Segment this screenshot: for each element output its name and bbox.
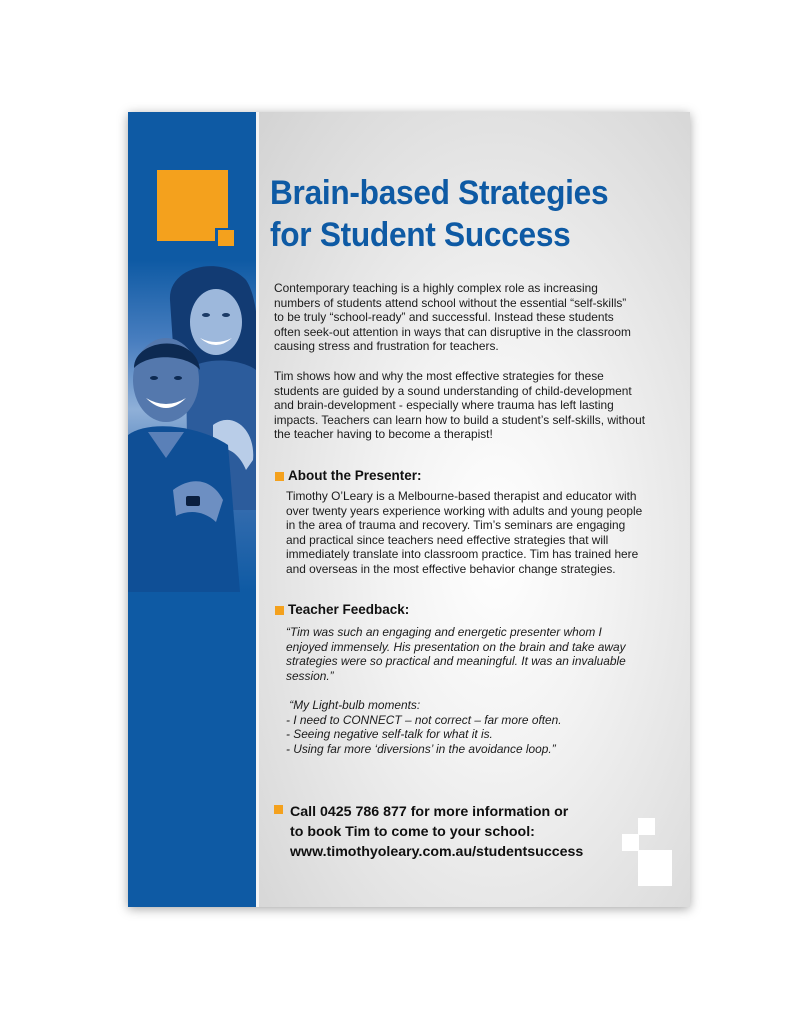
deco-square-2	[622, 834, 639, 851]
intro-p1-line: causing stress and frustration for teachers.	[274, 339, 499, 354]
quote-line: - I need to CONNECT – not correct – far more often.	[286, 712, 562, 727]
about-line: in the area of trauma and recovery. Tim’s seminars are engaging	[286, 518, 626, 533]
intro-p2-line: students are guided by a sound understanding of child-development	[274, 383, 632, 398]
students-photo-illustration	[128, 260, 256, 592]
quote-line: - Using far more ‘diversions’ in the avoidance loop.”	[286, 741, 556, 756]
feedback-bullet-icon	[275, 606, 284, 615]
flyer	[128, 112, 690, 907]
about-line: Timothy O’Leary is a Melbourne-based therapist and educator with	[286, 489, 637, 503]
logo-square-small	[218, 230, 234, 246]
intro-p1-line: to be truly “school-ready” and successful. Instead these students	[274, 310, 614, 325]
quote-line: - Seeing negative self-talk for what it is.	[286, 727, 493, 742]
about-line: over twenty years experience working with adults and young people	[286, 503, 643, 518]
intro-paragraph-1	[274, 281, 679, 354]
call-to-action	[290, 802, 650, 862]
about-line: immediately translate into classroom practice. Tim has trained here	[286, 547, 639, 562]
quote-line: “My Light-bulb moments:	[286, 698, 421, 712]
deco-square-1	[638, 818, 655, 835]
about-paragraph	[286, 489, 681, 577]
quote-line: strategies were so practical and meaningful. It was an invaluable	[286, 654, 626, 669]
intro-p2-line: Tim shows how and why the most effective strategies for these	[274, 369, 604, 383]
about-line: and overseas in the most effective behavior change strategies.	[286, 561, 616, 576]
quote-line: “Tim was such an engaging and energetic presenter whom I	[286, 625, 602, 639]
students-photo	[128, 260, 256, 592]
cta-text-line: to book Tim to come to your school:	[290, 824, 535, 840]
feedback-heading: Teacher Feedback:	[288, 602, 410, 617]
feedback-quote-2	[286, 698, 681, 756]
quote-line: session.”	[286, 668, 334, 683]
intro-p1-line: Contemporary teaching is a highly complex role as increasing	[274, 281, 598, 295]
deco-square-3	[638, 850, 672, 886]
cta-phone-line[interactable]: Call 0425 786 877 for more information or	[290, 804, 569, 820]
about-heading: About the Presenter:	[288, 468, 422, 483]
intro-paragraph-2	[274, 369, 679, 442]
feedback-quote-1	[286, 625, 681, 683]
intro-p1-line: often seek-out attention in ways that can disruptive in the classroom	[274, 324, 631, 339]
intro-p2-line: the teacher having to become a therapist!	[274, 427, 493, 442]
about-line: and practical since teachers need effective strategies that will	[286, 532, 609, 547]
intro-p1-line: numbers of students attend school without the essential “self-skills”	[274, 295, 627, 310]
quote-line: enjoyed immensely. His presentation on the brain and take away	[286, 639, 626, 654]
intro-p2-line: impacts. Teachers can learn how to build a student’s self-skills, without	[274, 412, 645, 427]
title-line-2: for Student Success	[270, 216, 571, 254]
intro-p2-line: and brain-development - especially where trauma has left lasting	[274, 398, 614, 413]
about-bullet-icon	[275, 472, 284, 481]
cta-bullet-icon	[274, 805, 283, 814]
page-title	[270, 172, 656, 256]
title-line-1: Brain-based Strategies	[270, 174, 609, 212]
cta-website-link[interactable]: www.timothyoleary.com.au/studentsuccess	[290, 844, 584, 860]
